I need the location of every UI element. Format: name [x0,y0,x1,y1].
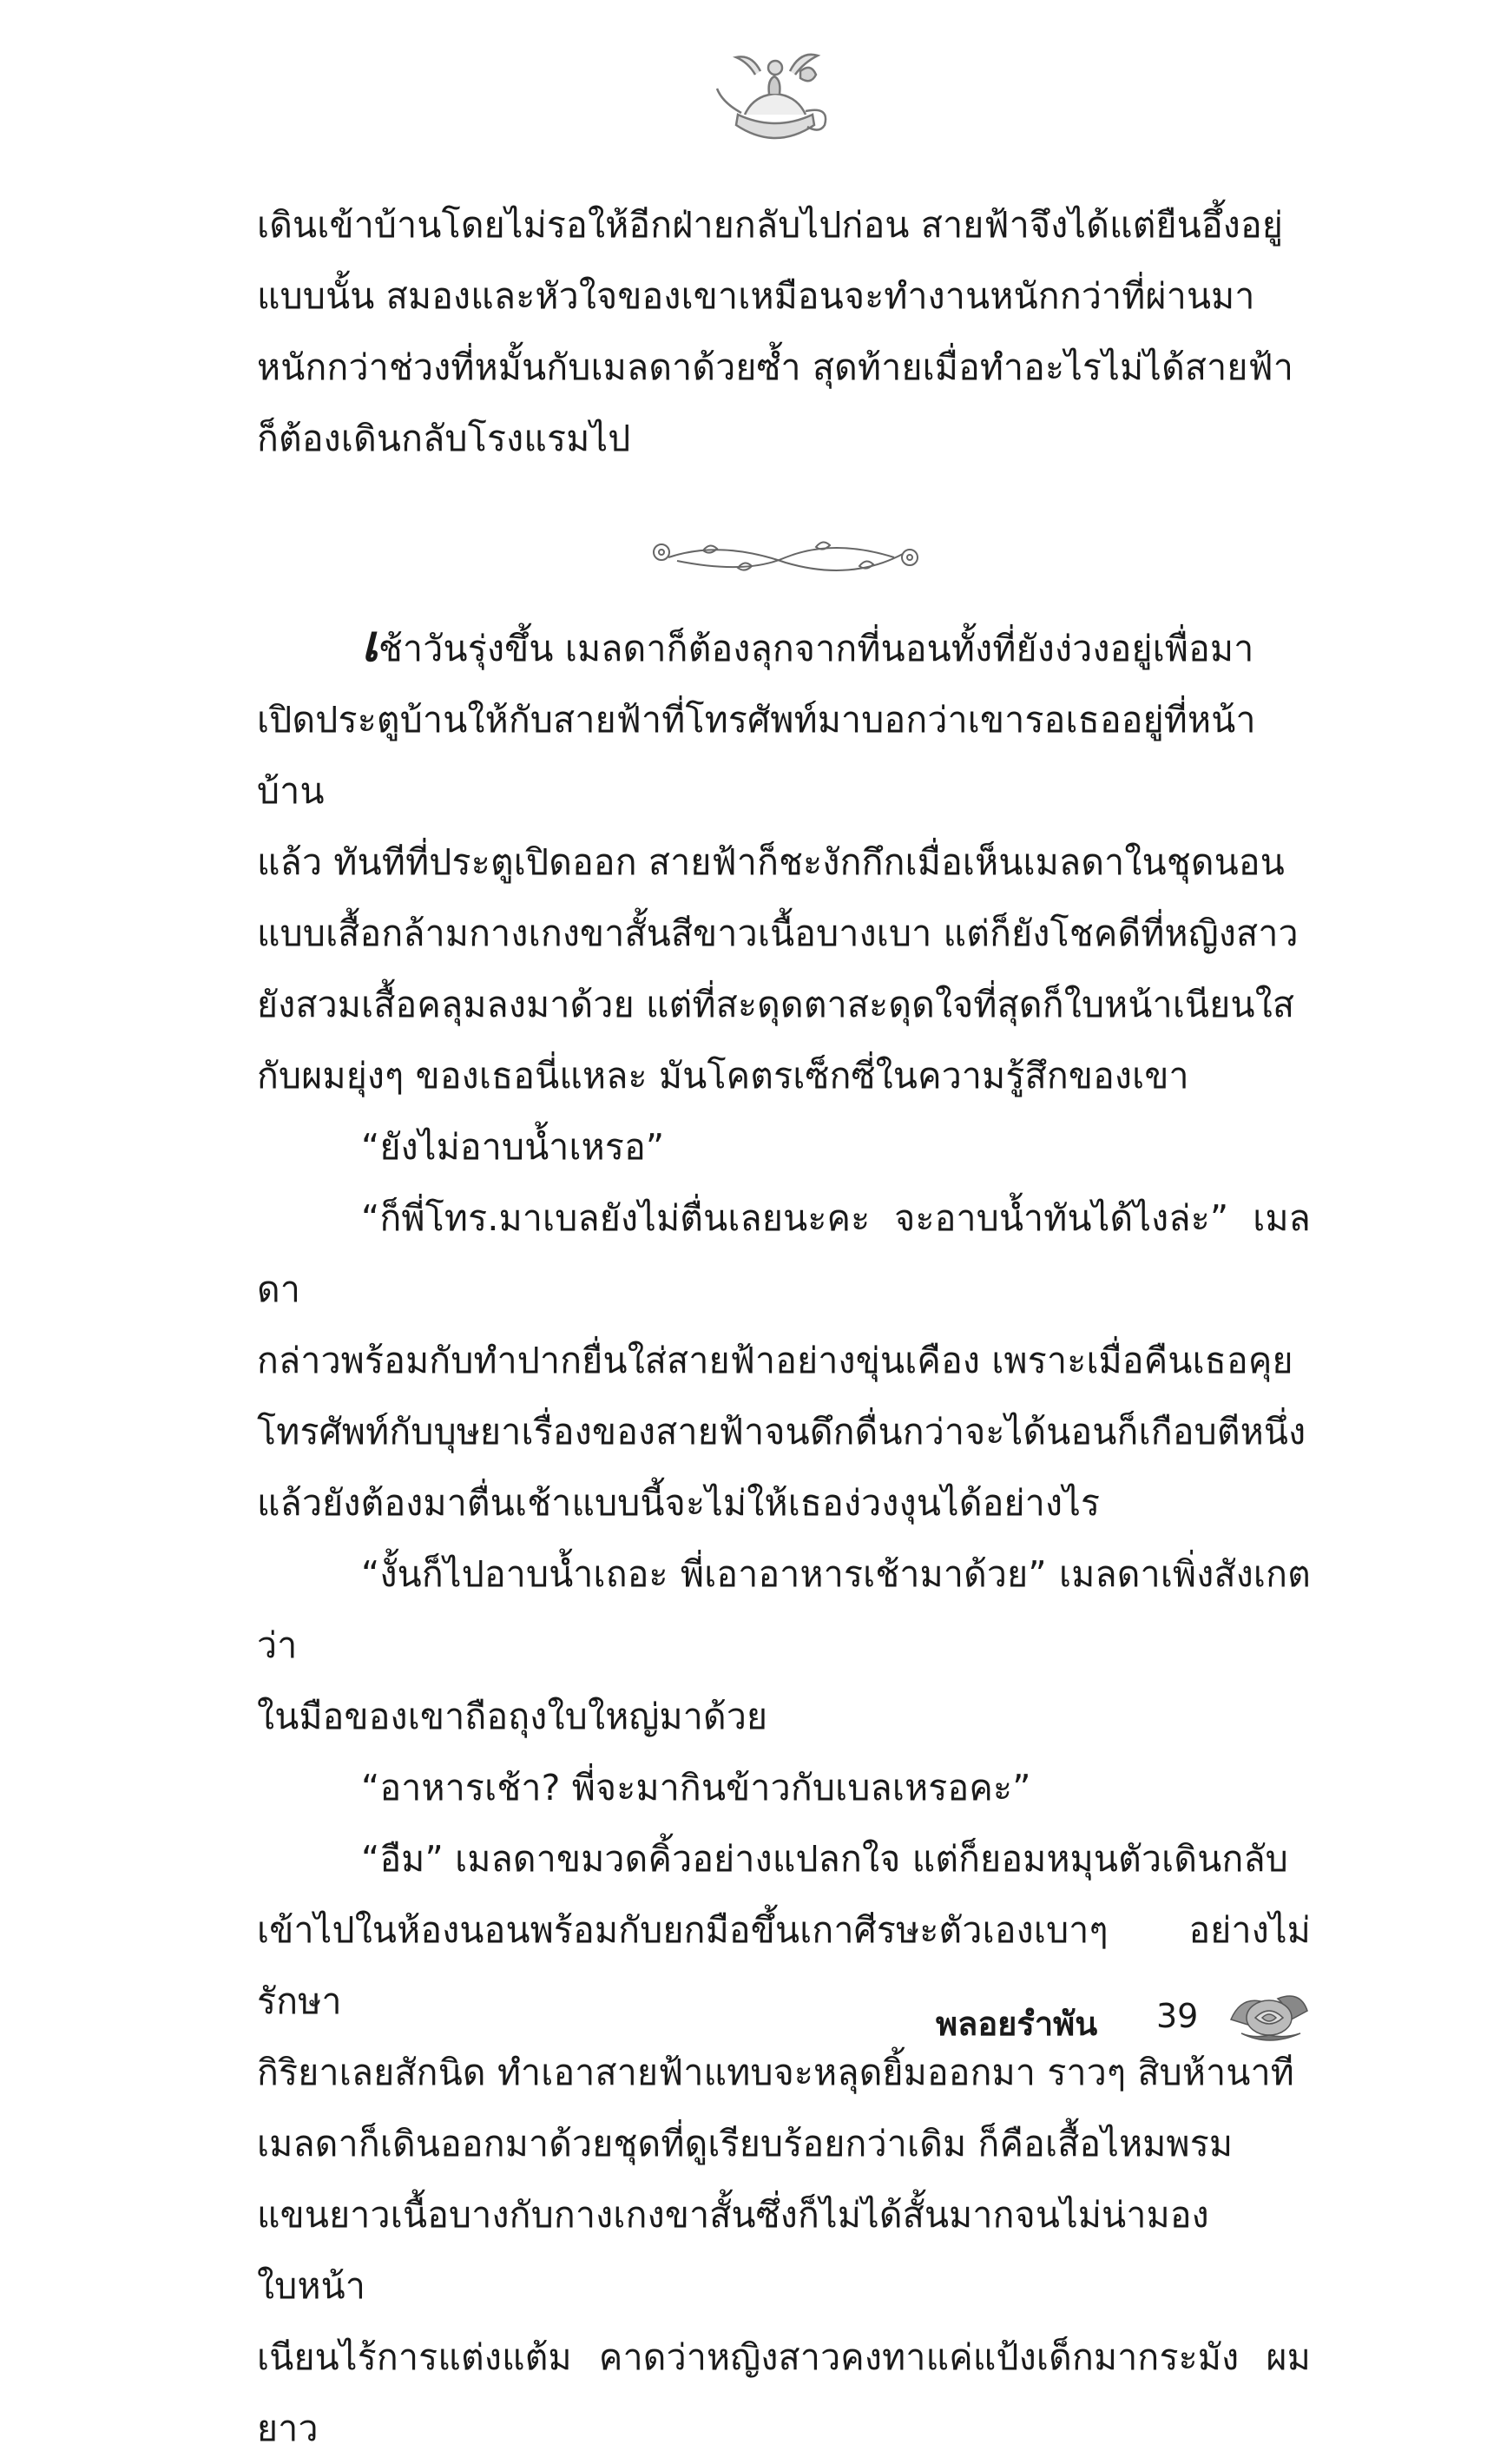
text-line: เดินเข้าบ้านโดยไม่รอให้อีกฝ่ายกลับไปก่อน สายฟ้าจึงได้แต่ยืนอึ้งอยู่ [257,204,1284,246]
dialogue-line: “ก็พี่โทร.มาเบลยังไม่ตื่นเลยนะคะ จะอาบน้ำทันได้ไงล่ะ” เมลดา [257,1197,1311,1310]
text-line: ในมือของเขาถือถุงใบใหญ่มาด้วย [257,1696,768,1737]
text-line: เนียนไร้การแต่งแต้ม คาดว่าหญิงสาวคงทาแค่แป้งเด็กมากระมัง ผมยาว [257,2336,1311,2449]
text-line: หนักกว่าช่วงที่หมั้นกับเมลดาด้วยซ้ำ สุดท้ายเมื่อทำอะไรไม่ได้สายฟ้า [257,346,1294,388]
text-line: เข้าไปในห้องนอนพร้อมกับยกมือขึ้นเกาศีรษะตัวเองเบาๆ อย่างไม่รักษา [257,1909,1311,2022]
text-line: กล่าวพร้อมกับทำปากยื่นใส่สายฟ้าอย่างขุ่นเคือง เพราะเมื่อคืนเธอคุย [257,1340,1293,1381]
book-title: พลอยรำพัน [936,2005,1098,2043]
text-line: ก็ต้องเดินกลับโรงแรมไป [257,418,631,459]
text-line: โทรศัพท์กับบุษยาเรื่องของสายฟ้าจนดึกดื่นกว่าจะได้นอนก็เกือบตีหนึ่ง [257,1411,1306,1453]
text-line: แล้วยังต้องมาตื่นเช้าแบบนี้จะไม่ให้เธอง่วงงุนได้อย่างไร [257,1482,1101,1524]
text-line: แบบนั้น สมองและหัวใจของเขาเหมือนจะทำงานหนักกว่าที่ผ่านมา [257,275,1255,317]
dialogue-line: “อาหารเช้า? พี่จะมากินข้าวกับเบลเหรอคะ” [361,1767,1031,1808]
text-line: เปิดประตูบ้านให้กับสายฟ้าที่โทรศัพท์มาบอกว่าเขารอเธออยู่ที่หน้าบ้าน [257,699,1256,812]
page-number: 39 [1156,1997,1199,2035]
text-line: กิริยาเลยสักนิด ทำเอาสายฟ้าแทบจะหลุดยิ้มออกมา ราวๆ สิบห้านาที [257,2052,1295,2093]
dropcap: เ [361,614,379,673]
floral-vine-divider-icon [642,531,929,580]
text-line: ยังสวมเสื้อคลุมลงมาด้วย แต่ที่สะดุดตาสะดุดใจที่สุดก็ใบหน้าเนียนใส [257,984,1295,1025]
dialogue-line: “อืม” เมลดาขมวดคิ้วอย่างแปลกใจ แต่ก็ยอมหมุนตัวเดินกลับ [361,1838,1289,1880]
section-paragraph [257,608,1311,2464]
dialogue-line: “ยังไม่อาบน้ำเหรอ” [361,1126,665,1168]
top-paragraph [257,189,1311,474]
dialogue-line: “งั้นก็ไปอาบน้ำเถอะ พี่เอาอาหารเช้ามาด้วย” เมลดาเพิ่งสังเกตว่า [257,1553,1311,1666]
text-line: แล้ว ทันทีที่ประตูเปิดออก สายฟ้าก็ชะงักกึกเมื่อเห็นเมลดาในชุดนอน [257,841,1285,883]
text-line: กับผมยุ่งๆ ของเธอนี่แหละ มันโคตรเซ็กซี่ในความรู้สึกของเขา [257,1055,1189,1097]
text-line: เมลดาก็เดินออกมาด้วยชุดที่ดูเรียบร้อยกว่าเดิม ก็คือเสื้อไหมพรม [257,2123,1234,2164]
text-line: แบบเสื้อกล้ามกางเกงขาสั้นสีขาวเนื้อบางเบา แต่ก็ยังโชคดีที่หญิงสาว [257,912,1299,954]
teapot-fairy-ornament-icon [710,45,840,149]
text-line: แขนยาวเนื้อบางกับกางเกงขาสั้นซึ่งก็ไม่ได้สั้นมากจนไม่น่ามอง ใบหน้า [257,2194,1209,2307]
first-line [257,608,1311,684]
rose-ornament-icon [1224,1985,1314,2047]
first-line-text: ช้าวันรุ่งขึ้น เมลดาก็ต้องลุกจากที่นอนทั้งที่ยังง่วงอยู่เพื่อมา [378,628,1254,669]
